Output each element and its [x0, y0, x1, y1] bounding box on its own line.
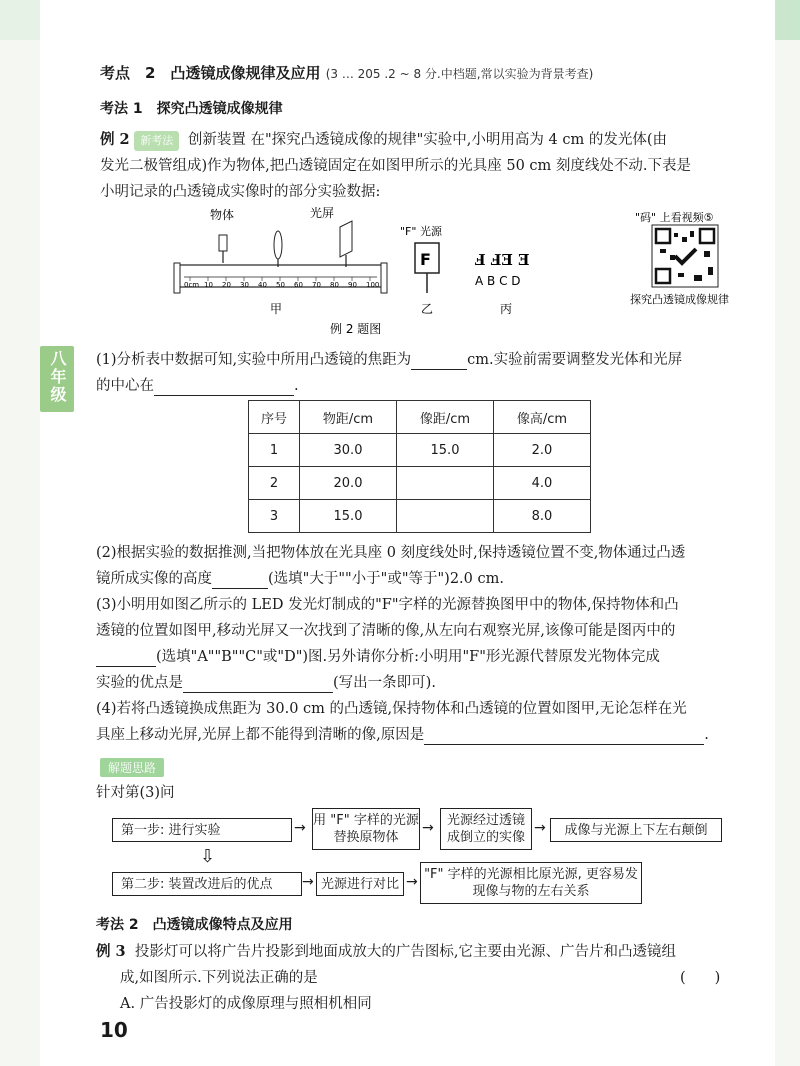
- ex3-line2: 成,如图所示.下列说法正确的是: [120, 970, 318, 986]
- figure-caption: 例 2 题图: [330, 322, 382, 335]
- arrow-right-icon: →: [534, 820, 546, 836]
- compare-box: 光源进行对比: [316, 872, 404, 896]
- step1-box: 第一步: 进行实验: [112, 818, 292, 842]
- experiment-figure: [170, 205, 790, 335]
- qr-top-label: "码" 上看视频⑤: [635, 211, 714, 224]
- bing-letters: A B C D: [475, 274, 521, 288]
- svg-text:90: 90: [348, 281, 357, 289]
- arrow-right-icon: →: [406, 874, 418, 890]
- ex2-line3: 小明记录的凸透镜成实像时的部分实验数据:: [100, 184, 381, 200]
- page-number: 10: [100, 1018, 128, 1042]
- reversed-box: 成像与光源上下左右颠倒: [550, 818, 722, 842]
- table-row: 2 20.0 4.0: [249, 467, 591, 500]
- q3-blank-choice[interactable]: [96, 650, 156, 667]
- q3-line3: (选填"A""B""C"或"D")图.另外请你分析:小明用"F"形光源代替原发光物体完成: [96, 647, 660, 667]
- object-label: 物体: [210, 208, 235, 222]
- svg-text:100: 100: [366, 281, 380, 289]
- breakdown-target: 针对第(3)问: [96, 785, 175, 801]
- option-a[interactable]: A. 广告投影灯的成像原理与照相机相同: [120, 996, 372, 1012]
- svg-text:40: 40: [258, 281, 267, 289]
- arrow-right-icon: →: [294, 820, 306, 836]
- q1-line1: (1)分析表中数据可知,实验中所用凸透镜的焦距为 cm.实验前需要调整发光体和光屏: [96, 352, 683, 368]
- method2-title: 考法 2 凸透镜成像特点及应用: [96, 917, 293, 933]
- section-heading-note: (3 … 205 .2 ~ 8 分.中档题,常以实验为背景考查): [325, 67, 594, 81]
- table-header-row: 序号 物距/cm 像距/cm 像高/cm: [249, 401, 591, 434]
- ex2-line2: 发光二极管组成)作为物体,把凸透镜固定在如图甲所示的光具座 50 cm 刻度线处不动.下表是: [100, 158, 692, 174]
- qr-code-icon[interactable]: [652, 225, 718, 287]
- arrow-right-icon: →: [422, 820, 434, 836]
- svg-text:30: 30: [240, 281, 249, 289]
- q3-line4: 实验的优点是 (写出一条即可).: [96, 675, 436, 691]
- advantage-box: "F" 字样的光源相比原光源, 更容易发现像与物的左右关系: [420, 862, 642, 904]
- q1-line2: 的中心在 .: [96, 378, 299, 394]
- q1-blank-center[interactable]: [154, 379, 294, 396]
- q3-line2: 透镜的位置如图甲,移动光屏又一次找到了清晰的像,从左向右观察光屏,该像可能是图丙中的: [96, 623, 676, 639]
- data-table: [248, 400, 591, 533]
- grade-side-tab: 八年级: [40, 346, 74, 412]
- new-method-badge: 新考法: [134, 131, 179, 151]
- svg-text:20: 20: [222, 281, 231, 289]
- q3-blank-advantage[interactable]: [183, 676, 333, 693]
- q4-line1: (4)若将凸透镜换成焦距为 30.0 cm 的凸透镜,保持物体和凸透镜的位置如图甲,无论怎样在光: [96, 701, 687, 717]
- svg-text:70: 70: [312, 281, 321, 289]
- figure-bing-label: 丙: [500, 302, 513, 316]
- svg-text:10: 10: [204, 281, 213, 289]
- arrow-right-icon: →: [302, 874, 314, 890]
- q4-line2: 具座上移动光屏,光屏上都不能得到清晰的像,原因是 .: [96, 727, 709, 743]
- q2-line2: 镜所成实像的高度 (选填"大于""小于"或"等于")2.0 cm.: [96, 571, 504, 587]
- table-row: 3 15.0 8.0: [249, 500, 591, 533]
- q2-line1: (2)根据实验的数据推测,当把物体放在光具座 0 刻度线处时,保持透镜位置不变,物体通过凸透: [96, 545, 686, 561]
- answer-paren[interactable]: ( ): [680, 970, 721, 986]
- ex2-line1: 例 2 新考法 创新装置 在"探究凸透镜成像的规律"实验中,小明用高为 4 cm 的发光体(由: [100, 130, 667, 151]
- svg-text:60: 60: [294, 281, 303, 289]
- breakdown-badge: 解题思路: [100, 758, 164, 777]
- f-source-label: "F" 光源: [400, 225, 442, 238]
- screen-label: 光屏: [310, 206, 335, 220]
- q1-blank-focal[interactable]: [411, 353, 467, 370]
- svg-text:50: 50: [276, 281, 285, 289]
- figure-yi-label: 乙: [421, 302, 434, 316]
- f-variants-icon: Ⅎ ℲƎ Ǝ: [475, 251, 530, 269]
- table-row: 1 30.0 15.0 2.0: [249, 434, 591, 467]
- q3-line1: (3)小明用如图乙所示的 LED 发光灯制成的"F"字样的光源替换图甲中的物体,保持物体和凸: [96, 597, 679, 613]
- q2-blank[interactable]: [212, 572, 268, 589]
- figure-jia-label: 甲: [270, 302, 283, 316]
- q4-blank[interactable]: [424, 728, 704, 745]
- arrow-down-icon: ⇩: [200, 846, 216, 867]
- ex3-line1: 例 3 投影灯可以将广告片投影到地面成放大的广告图标,它主要由光源、广告片和凸透镜组: [96, 943, 676, 960]
- svg-text:80: 80: [330, 281, 339, 289]
- section-heading: 考点 2 凸透镜成像规律及应用 (3 … 205 .2 ~ 8 分.中档题,常以实验为背景考查): [100, 64, 594, 82]
- inverted-image-box: 光源经过透镜成倒立的实像: [440, 808, 532, 850]
- f-source-letter: F: [420, 250, 431, 269]
- replace-source-box: 用 "F" 字样的光源替换原物体: [312, 808, 420, 850]
- qr-bottom-label: 探究凸透镜成像规律: [630, 293, 729, 306]
- step2-box: 第二步: 装置改进后的优点: [112, 872, 302, 896]
- method1-title: 考法 1 探究凸透镜成像规律: [100, 101, 283, 117]
- svg-text:0cm: 0cm: [184, 281, 200, 289]
